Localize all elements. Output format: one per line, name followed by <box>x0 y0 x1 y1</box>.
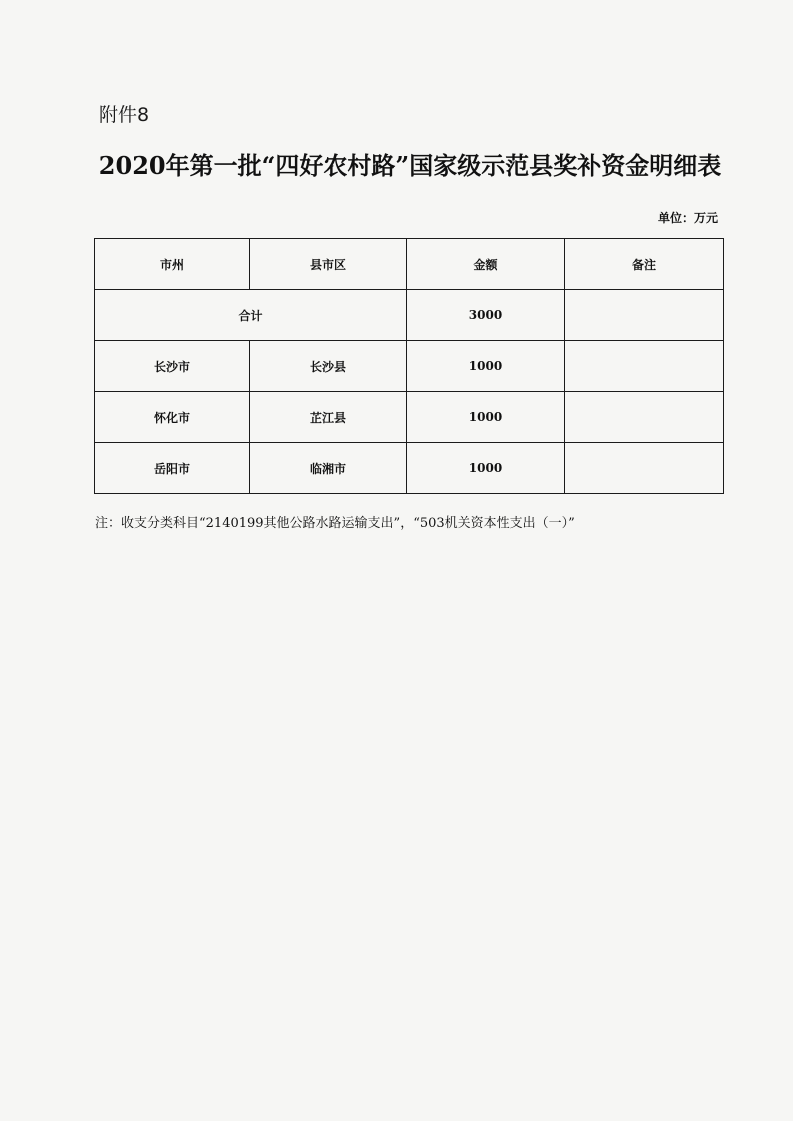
county-cell: 长沙县 <box>250 341 407 392</box>
remark-cell <box>565 443 724 494</box>
column-header-county: 县市区 <box>250 239 407 290</box>
amount-cell: 1000 <box>407 443 565 494</box>
unit-label: 单位：万元 <box>657 211 718 225</box>
total-amount: 3000 <box>407 290 565 341</box>
remark-cell <box>565 392 724 443</box>
table-row <box>95 341 724 392</box>
column-header-city: 市州 <box>95 239 250 290</box>
table-row <box>95 392 724 443</box>
footnote: 注：收支分类科目“2140199其他公路水路运输支出”，“503机关资本性支出（一）” <box>95 516 575 531</box>
table-header-row <box>95 239 724 290</box>
table-row <box>95 443 724 494</box>
county-cell: 芷江县 <box>250 392 407 443</box>
subsidy-detail-table <box>94 238 724 494</box>
total-row <box>95 290 724 341</box>
city-cell: 岳阳市 <box>95 443 250 494</box>
column-header-amount: 金额 <box>407 239 565 290</box>
city-cell: 长沙市 <box>95 341 250 392</box>
amount-cell: 1000 <box>407 392 565 443</box>
attachment-label: 附件8 <box>99 104 150 126</box>
total-remark <box>565 290 724 341</box>
amount-cell: 1000 <box>407 341 565 392</box>
county-cell: 临湘市 <box>250 443 407 494</box>
total-label: 合计 <box>95 290 407 341</box>
column-header-remark: 备注 <box>565 239 724 290</box>
city-cell: 怀化市 <box>95 392 250 443</box>
document-title: 2020年第一批“四好农村路”国家级示范县奖补资金明细表 <box>98 151 722 180</box>
remark-cell <box>565 341 724 392</box>
